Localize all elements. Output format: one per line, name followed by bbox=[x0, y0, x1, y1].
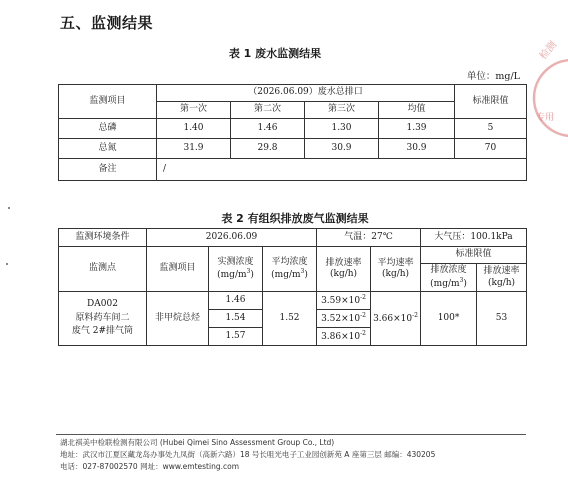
cell-limit: 5 bbox=[455, 119, 527, 139]
header-standard: 标准限值 bbox=[455, 85, 527, 119]
scan-mark bbox=[6, 263, 8, 265]
header-std-conc: 排放浓度 $(mg/m^3)$ bbox=[421, 264, 477, 292]
wastewater-table bbox=[58, 84, 527, 181]
env-label: 监测环境条件 bbox=[59, 229, 147, 247]
footer bbox=[60, 437, 435, 473]
measured-conc: 1.54 bbox=[209, 310, 263, 328]
exhaust-gas-table bbox=[58, 228, 527, 346]
table1-caption: 表 1 废水监测结果 bbox=[228, 47, 322, 60]
std-conc-value: 100* bbox=[421, 292, 477, 346]
header-mean: 均值 bbox=[379, 102, 455, 119]
avg-conc: 1.52 bbox=[263, 292, 317, 346]
footer-address: 地址：武汉市江夏区藏龙岛办事处九凤街（高新六路）18 号长咀光电子工业园创新苑 A 座第三层 邮编：430205 bbox=[60, 450, 436, 459]
header-item: 监测项目 bbox=[147, 247, 209, 292]
header-std-rate: 排放速率 (kg/h) bbox=[477, 264, 527, 292]
header-avg-rate: 平均速率 (kg/h) bbox=[371, 247, 421, 292]
section-title: 五、监测结果 bbox=[60, 14, 154, 32]
std-rate-value: 53 bbox=[477, 292, 527, 346]
header-run-3: 第三次 bbox=[305, 102, 379, 119]
header-measured-conc: 实测浓度 $(mg/m^3)$ bbox=[209, 247, 263, 292]
cell-value: 1.39 bbox=[379, 119, 455, 139]
item-name: 非甲烷总烃 bbox=[147, 292, 209, 346]
cell-value: 30.9 bbox=[305, 139, 379, 159]
table-row bbox=[59, 292, 527, 310]
svg-text:检测: 检测 bbox=[537, 39, 560, 62]
cell-value: 31.9 bbox=[157, 139, 231, 159]
table-row bbox=[59, 119, 527, 139]
env-pressure: 大气压：100.1kPa bbox=[421, 229, 527, 247]
emission-rate: $3.59\times 10^{-2}$ bbox=[317, 292, 371, 310]
header-run-2: 第二次 bbox=[231, 102, 305, 119]
table-row bbox=[59, 139, 527, 159]
header-run-1: 第一次 bbox=[157, 102, 231, 119]
emission-rate: $3.52\times 10^{-2}$ bbox=[317, 310, 371, 328]
header-location: （2026.06.09）废水总排口 bbox=[157, 85, 455, 102]
svg-text:专用: 专用 bbox=[536, 113, 555, 123]
table2-caption: 表 2 有组织排放废气监测结果 bbox=[221, 212, 369, 225]
footer-contact: 电话：027-87002570 网址：www.emtesting.com bbox=[60, 462, 239, 471]
header-item: 监测项目 bbox=[59, 85, 157, 119]
cell-value: 1.46 bbox=[231, 119, 305, 139]
header-avg-conc: 平均浓度 $(mg/m^3)$ bbox=[263, 247, 317, 292]
env-date: 2026.06.09 bbox=[147, 229, 317, 247]
env-temp: 气温：27℃ bbox=[317, 229, 421, 247]
seal-stamp bbox=[524, 38, 568, 138]
cell-limit: 70 bbox=[455, 139, 527, 159]
row-name: 总氮 bbox=[59, 139, 157, 159]
footer-divider bbox=[56, 434, 526, 435]
note-label: 备注 bbox=[59, 159, 157, 181]
scan-mark bbox=[8, 207, 10, 209]
note-value: / bbox=[157, 159, 527, 181]
measured-conc: 1.46 bbox=[209, 292, 263, 310]
cell-value: 30.9 bbox=[379, 139, 455, 159]
cell-value: 1.30 bbox=[305, 119, 379, 139]
cell-value: 1.40 bbox=[157, 119, 231, 139]
row-name: 总磷 bbox=[59, 119, 157, 139]
avg-rate: $3.66\times 10^{-2}$ bbox=[371, 292, 421, 346]
measured-conc: 1.57 bbox=[209, 328, 263, 346]
header-emission-rate: 排放速率 (kg/h) bbox=[317, 247, 371, 292]
note-row bbox=[59, 159, 527, 181]
table1-unit: 单位：mg/L bbox=[466, 71, 520, 82]
footer-company: 湖北祺美中检联检测有限公司 (Hubei Qimei Sino Assessment Group Co., Ltd) bbox=[60, 438, 335, 447]
cell-value: 29.8 bbox=[231, 139, 305, 159]
header-standard: 标准限值 bbox=[421, 247, 527, 264]
point-name: DA002 原料药车间二 废气 2#排气筒 bbox=[59, 292, 147, 346]
header-point: 监测点 bbox=[59, 247, 147, 292]
emission-rate: $3.86\times 10^{-2}$ bbox=[317, 328, 371, 346]
